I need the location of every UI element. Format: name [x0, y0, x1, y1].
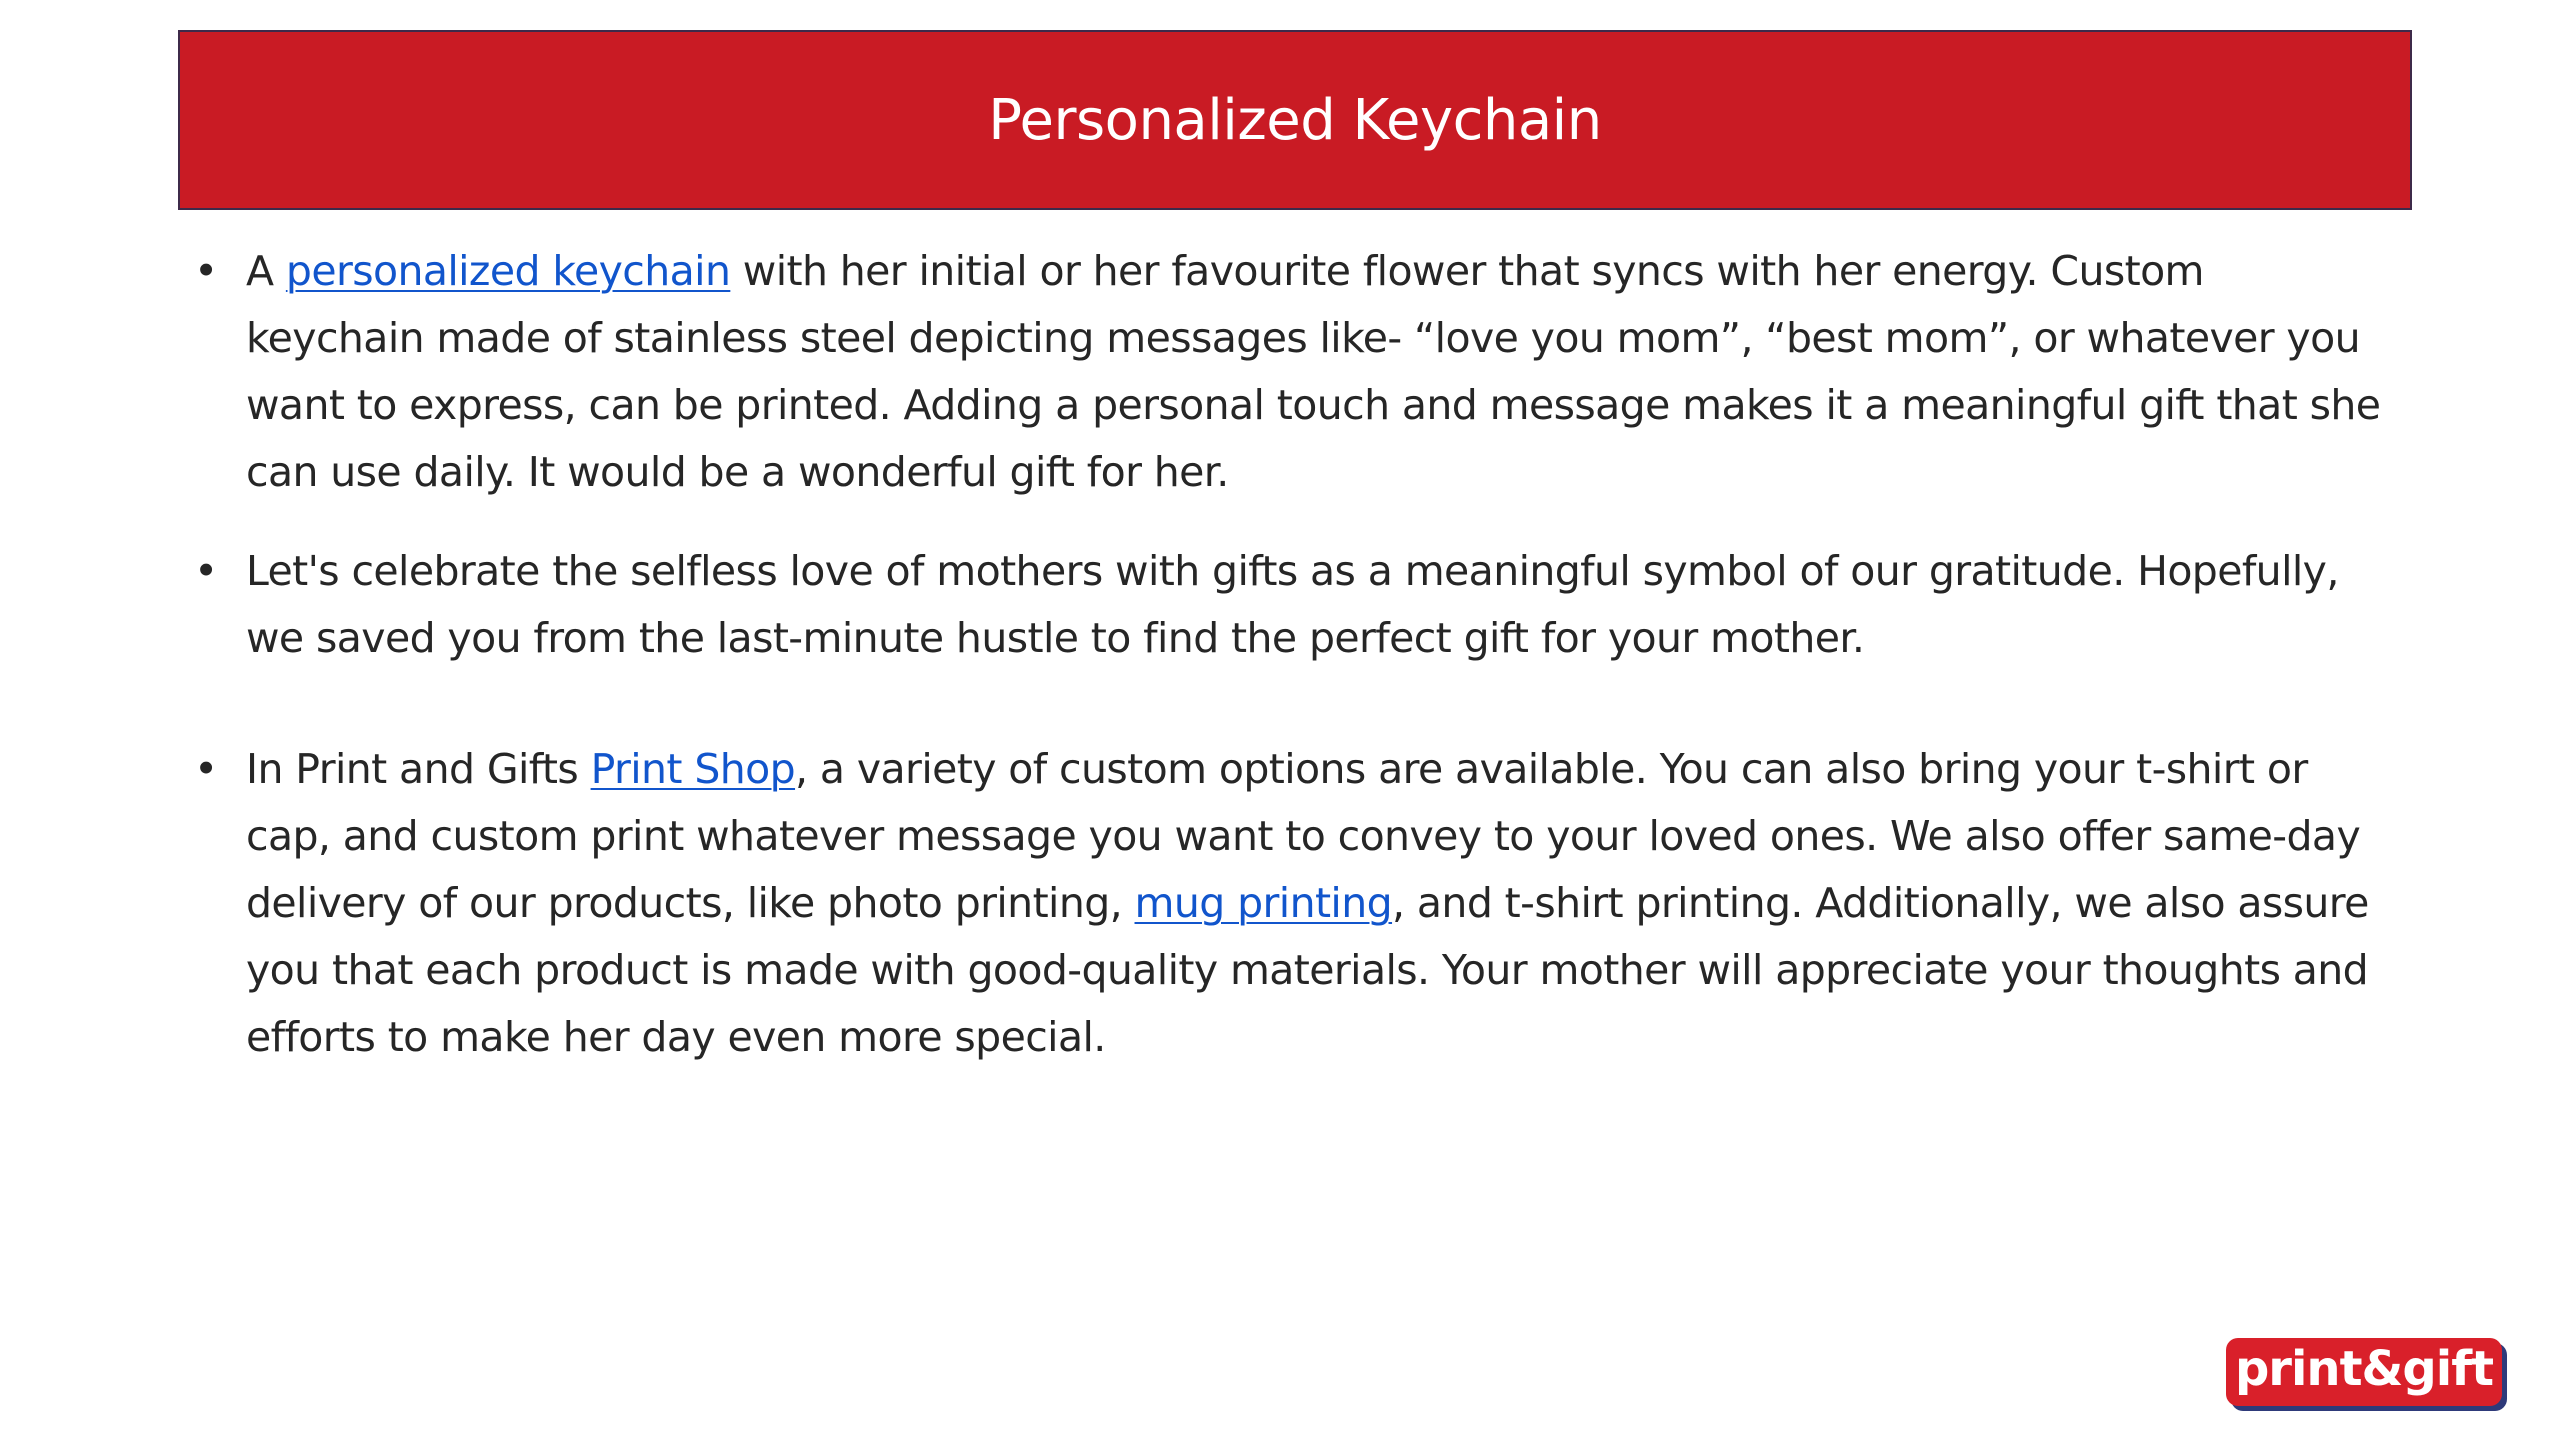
slide-title: Personalized Keychain [988, 87, 1602, 153]
mug-printing-link[interactable]: mug printing [1134, 879, 1393, 927]
bullet-text: Let's celebrate the selfless love of mothers with gifts as a meaningful symbol of our gratitude. Hopefully, we saved you from the last-minute hustle to find the perfect gift for your mother. [246, 547, 2339, 662]
logo-text: print&gift [2234, 1341, 2494, 1397]
personalized-keychain-link[interactable]: personalized keychain [285, 247, 731, 295]
bullet-item [190, 736, 2390, 1071]
print-shop-link[interactable]: Print Shop [590, 745, 796, 793]
bullet-text: , a variety of custom options are available. You can also bring your t-shirt or cap, and custom print whatever message you want to convey to your loved ones. We also offer same-day delivery of our products, like photo printing, [246, 745, 2361, 927]
title-banner [178, 30, 2412, 210]
bullet-text: , and t-shirt printing. Additionally, we also assure you that each product is made with good-quality materials. Your mother will appreciate your thoughts and efforts to make her day even more special. [246, 879, 2369, 1061]
print-and-gift-logo [2226, 1338, 2502, 1406]
bullet-item [190, 238, 2390, 506]
bullet-list [190, 238, 2390, 1071]
bullet-text: A [246, 247, 286, 295]
bullet-text: In Print and Gifts [246, 745, 591, 793]
bullet-text: with her initial or her favourite flower that syncs with her energy. Custom keychain made of stainless steel depicting messages like- “love you mom”, “best mom”, or whatever you want to express, can be printed. Adding a personal touch and message makes it a meaningful gift that she can use daily. It would be a wonderful gift for her. [246, 247, 2381, 496]
bullet-item [190, 538, 2390, 672]
